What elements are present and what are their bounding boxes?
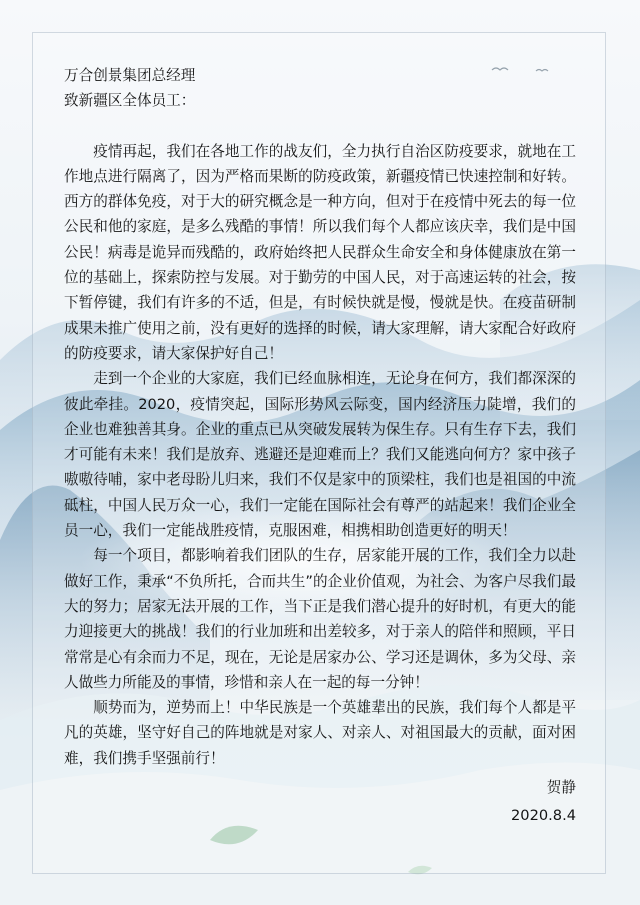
paragraph: 走到一个企业的大家庭，我们已经血脉相连，无论身在何方，我们都深深的彼此牵挂。2020，疫情突起，国际形势风云际变，国内经济压力陡增，我们的企业也难独善其身。企业的重点已从突破发展转为保生存。只有生存下去，我们才可能有未来！我们是放弃、逃避还是迎难而上？我们又能逃向何方？家中孩子嗷嗷待哺，家中老母盼儿归来，我们不仅是家中的顶梁柱，我们也是祖国的中流砥柱，中国人民万众一心，我们一定能在国际社会有尊严的站起来！我们企业全员一心，我们一定能战胜疫情，克服困难，相携相助创造更好的明天！: [64, 370, 576, 540]
spacer: [64, 114, 576, 139]
recipient-line-company: 万合创景集团总经理: [64, 67, 196, 84]
paragraph: 疫情再起，我们在各地工作的战友们，全力执行自治区防疫要求，就地在工作地点进行隔离了，因为严格而果断的防疫政策，新疆疫情已快速控制和好转。西方的群体免疫，对于大的研究概念是一种方向，但对于在疫情中死去的每一位公民和他的家庭，是多么残酷的事情！所以我们每个人都应该庆幸，我们是中国公民！病毒是诡异而残酷的，政府始终把人民群众生命安全和身体健康放在第一位的基础上，探索防控与发展。对于勤劳的中国人民，对于高速运转的社会，按下暂停键，我们有许多的不适，但是，有时候快就是慢，慢就是快。在疫苗研制成果未推广使用之前，没有更好的选择的时候，请大家理解，请大家配合好政府的防疫要求，请大家保护好自己！: [64, 142, 576, 362]
paragraph: 顺势而为，逆势而上！中华民族是一个英雄辈出的民族，我们每个人都是平凡的英雄，坚守好自己的阵地就是对家人、对亲人、对祖国最大的贡献，面对困难，我们携手坚强前行！: [64, 699, 576, 767]
paragraph: 每一个项目，都影响着我们团队的生存，居家能开展的工作，我们全力以赴做好工作，秉承“不负所托，合而共生”的企业价值观，为社会、为客户尽我们最大的努力；居家无法开展的工作，当下正是我们潜心提升的好时机，有更大的能力迎接更大的挑战！我们的行业加班和出差较多，对于亲人的陪伴和照顾，平日常常是心有余而力不足，现在，无论是居家办公、学习还是调休，多为父母、亲人做些力所能及的事情，珍惜和亲人在一起的每一分钟！: [64, 547, 576, 691]
letter-date: 2020.8.4: [511, 807, 576, 825]
recipient-line-greeting: 致新疆区全体员工：: [64, 92, 196, 110]
letter-body: [64, 63, 576, 829]
signature: 贺静: [546, 779, 576, 797]
